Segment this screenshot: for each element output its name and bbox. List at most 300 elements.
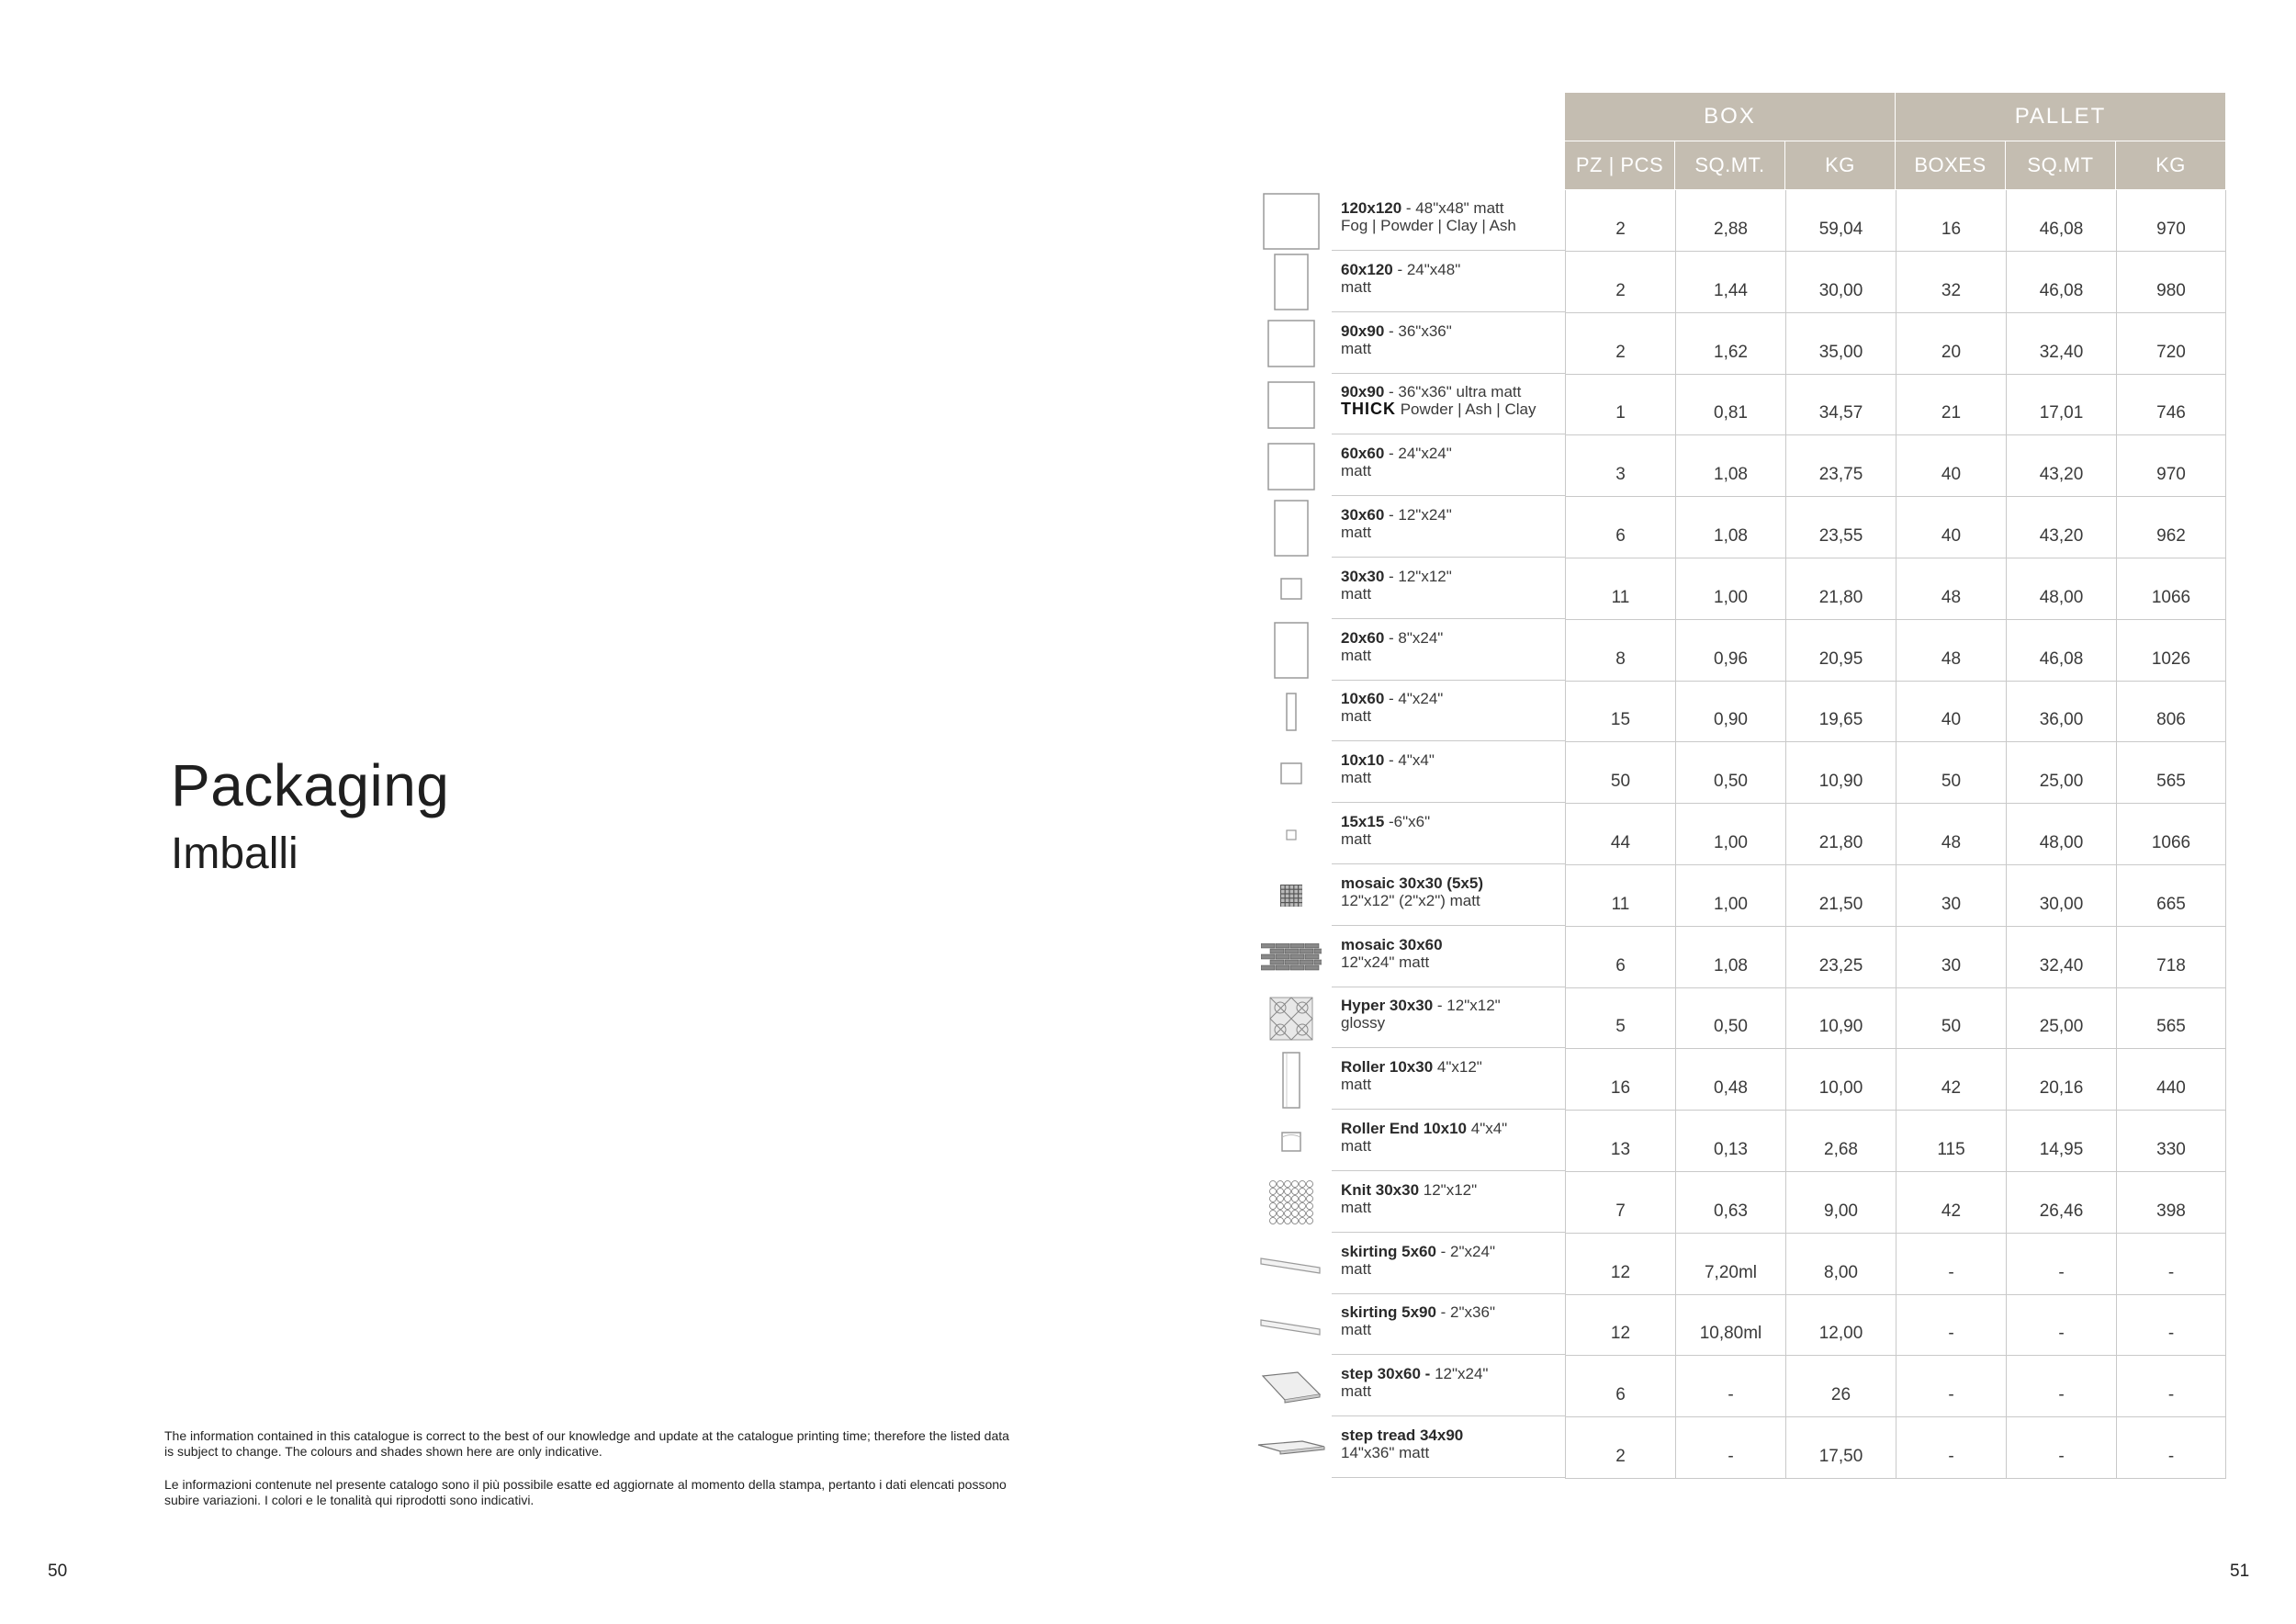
table-cell: 40 [1896,681,2006,742]
table-cell: 1,44 [1675,252,1785,313]
table-cell: - [1675,1417,1785,1479]
square-tile-icon [1255,374,1328,435]
table-cell: - [1896,1294,2006,1356]
product-size: skirting 5x60 [1341,1242,1436,1260]
thick-logo: THICK [1341,400,1396,419]
table-cell: 665 [2116,865,2226,927]
table-cell: 40 [1896,497,2006,558]
product-size-line [1341,322,1565,340]
product-dimensions: - 4"x4" [1384,751,1435,770]
square-large-tile-icon [1255,190,1328,252]
product-size: Hyper 30x30 [1341,997,1434,1015]
product-finish: 12"x12" (2"x2") matt [1341,891,1480,909]
product-size: 30x60 [1341,506,1385,524]
skirting-icon [1255,1294,1328,1356]
table-row [1255,1294,2296,1356]
rectangle-tile-icon [1255,497,1328,558]
table-row [1255,1111,2296,1172]
table-cell: 2 [1565,190,1675,252]
product-description [1332,558,1565,619]
table-cell: 20,16 [2006,1049,2116,1111]
product-size: 120x120 [1341,199,1402,217]
disclaimer-english: The information contained in this catalogue is correct to the best of our knowledge and update at the catalogue printing time; therefore the listed data is subject to change. The colours and shades shown here are only indicative. [164,1428,1009,1459]
table-cell: 10,80ml [1675,1294,1785,1356]
table-cell: 2 [1565,1417,1675,1479]
table-cell: 32,40 [2006,927,2116,988]
product-size-line [1341,506,1565,524]
product-description [1332,1417,1565,1478]
table-cell: - [2116,1234,2226,1295]
product-finish: Powder | Ash | Clay [1396,400,1536,419]
product-dimensions: - 8"x24" [1384,628,1444,647]
table-cell: 440 [2116,1049,2226,1111]
table-cell: 6 [1565,497,1675,558]
table-cell: 9,00 [1785,1172,1896,1234]
table-row [1255,927,2296,988]
table-cell: 21,80 [1785,558,1896,620]
table-row [1255,804,2296,865]
column-header: PZ | PCS [1565,141,1675,190]
product-finish: 14"x36" matt [1341,1444,1430,1461]
product-size: 90x90 [1341,383,1385,401]
table-cell: 1 [1565,374,1675,435]
product-size: Knit 30x30 [1341,1180,1420,1199]
table-cell: 34,57 [1785,374,1896,435]
table-cell: - [2006,1356,2116,1417]
product-size: 10x10 [1341,751,1385,770]
product-finish-line [1341,1076,1565,1093]
page-number-left: 50 [48,1562,68,1581]
table-cell: 30 [1896,927,2006,988]
table-cell: 42 [1896,1172,2006,1234]
page-number-right: 51 [2230,1562,2250,1581]
product-size: 10x60 [1341,690,1385,708]
table-row [1255,742,2296,804]
product-description [1332,1111,1565,1171]
table-cell: 46,08 [2006,620,2116,682]
table-cell: 970 [2116,435,2226,497]
product-size: 90x90 [1341,321,1385,340]
table-cell: 1,08 [1675,927,1785,988]
product-finish-line [1341,400,1565,418]
table-row [1255,190,2296,252]
table-cell: 1026 [2116,620,2226,682]
table-cell: 50 [1896,987,2006,1049]
product-finish-line [1341,707,1565,725]
table-cell: 23,75 [1785,435,1896,497]
table-cell: 26,46 [2006,1172,2116,1234]
product-finish-line [1341,1260,1565,1278]
table-cell: 40 [1896,435,2006,497]
table-cell: - [2116,1417,2226,1479]
table-cell: 0,96 [1675,620,1785,682]
table-cell: 1,08 [1675,497,1785,558]
table-cell: 2 [1565,252,1675,313]
table-row [1255,1172,2296,1234]
product-finish-line [1341,953,1565,971]
product-finish-line [1341,1014,1565,1032]
product-size-line [1341,1120,1565,1137]
table-cell: - [1896,1356,2006,1417]
column-header: KG [1785,141,1896,190]
table-row [1255,1049,2296,1111]
table-cell: 32,40 [2006,313,2116,375]
table-cell: 46,08 [2006,252,2116,313]
product-size-line [1341,874,1565,892]
table-row [1255,1356,2296,1417]
product-size-line [1341,1058,1565,1076]
table-cell: 565 [2116,742,2226,804]
table-cell: 115 [1896,1111,2006,1172]
table-cell: 30 [1896,865,2006,927]
product-size: Roller 10x30 [1341,1058,1434,1077]
product-dimensions: - 12"x12" [1433,997,1501,1015]
table-row [1255,558,2296,620]
table-cell: 565 [2116,987,2226,1049]
table-cell: - [2116,1294,2226,1356]
product-finish: matt [1341,1076,1372,1094]
table-cell: 36,00 [2006,681,2116,742]
table-cell: 10,90 [1785,742,1896,804]
table-cell: 48 [1896,558,2006,620]
table-cell: 46,08 [2006,190,2116,252]
table-row [1255,1234,2296,1295]
table-cell: 720 [2116,313,2226,375]
table-cell: 0,90 [1675,681,1785,742]
product-description [1332,1234,1565,1294]
product-description [1332,1356,1565,1416]
product-dimensions: - 24"x24" [1384,445,1452,463]
table-cell: 13 [1565,1111,1675,1172]
column-header: SQ.MT [2006,141,2116,190]
product-finish: matt [1341,1321,1372,1339]
product-description [1332,1172,1565,1233]
table-cell: 48 [1896,804,2006,865]
table-cell: 10,00 [1785,1049,1896,1111]
product-dimensions: - 48"x48" matt [1401,199,1504,217]
table-cell: - [2006,1417,2116,1479]
table-cell: 48 [1896,620,2006,682]
table-cell: 11 [1565,865,1675,927]
table-cell: 44 [1565,804,1675,865]
table-cell: 0,50 [1675,742,1785,804]
product-size-line [1341,751,1565,769]
table-cell: 30,00 [2006,865,2116,927]
table-row [1255,252,2296,313]
product-finish-line [1341,217,1565,234]
table-row [1255,497,2296,558]
rectangle-tile-icon [1255,252,1328,313]
product-description [1332,374,1565,434]
product-size-line [1341,383,1565,400]
product-finish-line [1341,524,1565,541]
product-finish-line [1341,769,1565,786]
table-cell: 26 [1785,1356,1896,1417]
table-cell: 6 [1565,927,1675,988]
product-size-line [1341,445,1565,462]
product-finish: matt [1341,1137,1372,1155]
column-header: BOXES [1896,141,2006,190]
product-dimensions: - 2"x36" [1435,1303,1495,1322]
table-cell: 970 [2116,190,2226,252]
table-cell: 21,50 [1785,865,1896,927]
table-cell: - [2006,1234,2116,1295]
product-size-line [1341,629,1565,647]
knit-pattern-icon [1255,1172,1328,1234]
table-cell: 0,50 [1675,987,1785,1049]
product-dimensions: -6"x6" [1384,813,1431,830]
table-cell: 43,20 [2006,435,2116,497]
table-row [1255,865,2296,927]
disclaimer [164,1428,1009,1526]
product-size-line [1341,997,1565,1014]
table-cell: 21,80 [1785,804,1896,865]
table-cell: 35,00 [1785,313,1896,375]
product-size: 20x60 [1341,628,1385,647]
square-tile-icon [1255,313,1328,375]
product-size: 15x15 [1341,813,1385,830]
table-cell: 0,81 [1675,374,1785,435]
product-size: 60x60 [1341,445,1385,463]
product-finish-line [1341,830,1565,848]
table-cell: 1,00 [1675,804,1785,865]
table-cell: 10,90 [1785,987,1896,1049]
square-small-tile-icon [1255,558,1328,620]
square-small-tile-icon [1255,742,1328,804]
product-finish-line [1341,892,1565,909]
product-finish: matt [1341,1382,1372,1401]
table-cell: 718 [2116,927,2226,988]
product-description [1332,190,1565,251]
product-finish-line [1341,1199,1565,1216]
table-cell: 48,00 [2006,804,2116,865]
table-cell: 962 [2116,497,2226,558]
product-size: mosaic 30x60 [1341,935,1443,953]
page-subtitle: Imballi [171,829,298,878]
table-cell: 23,55 [1785,497,1896,558]
product-finish-line [1341,1444,1565,1461]
product-finish: matt [1341,646,1372,664]
product-description [1332,742,1565,803]
table-cell: 1066 [2116,804,2226,865]
table-cell: 50 [1896,742,2006,804]
table-cell: 16 [1565,1049,1675,1111]
table-cell: 48,00 [2006,558,2116,620]
roller-tile-icon [1255,1049,1328,1111]
column-header: SQ.MT. [1675,141,1785,190]
product-size: skirting 5x90 [1341,1303,1436,1322]
table-cell: 17,01 [2006,374,2116,435]
table-cell: 746 [2116,374,2226,435]
product-finish: Fog | Powder | Clay | Ash [1341,217,1516,234]
product-finish-line [1341,278,1565,296]
product-dimensions: 4"x12" [1433,1058,1482,1077]
table-cell: 8 [1565,620,1675,682]
product-dimensions: - 24"x48" [1392,260,1461,278]
table-row [1255,435,2296,497]
table-cell: 3 [1565,435,1675,497]
product-description [1332,681,1565,741]
header-pallet: PALLET [1896,93,2226,141]
table-cell: - [2006,1294,2116,1356]
disclaimer-italian: Le informazioni contenute nel presente catalogo sono il più possibile esatte ed aggiornate al momento della stampa, pertanto i dati elencati possono subire variazioni. I colori e le tonalità qui riprodotti sono indicativi. [164,1477,1007,1507]
page-title: Packaging [171,752,450,818]
product-dimensions: 4"x4" [1467,1120,1508,1137]
table-row [1255,681,2296,742]
product-dimensions: - 36"x36" ultra matt [1384,383,1522,401]
product-dimensions: - 12"x12" [1384,567,1452,585]
rectangle-tile-icon [1255,620,1328,682]
table-row [1255,987,2296,1049]
product-finish-line [1341,1137,1565,1155]
table-cell: 25,00 [2006,742,2116,804]
table-cell: 1,00 [1675,558,1785,620]
product-size-line [1341,1303,1565,1321]
product-size-line [1341,690,1565,707]
product-finish: 12"x24" matt [1341,953,1430,971]
table-cell: 5 [1565,987,1675,1049]
table-cell: - [2116,1356,2226,1417]
table-cell: 20,95 [1785,620,1896,682]
product-finish-line [1341,462,1565,479]
product-finish: matt [1341,1198,1372,1216]
step-tread-icon [1255,1417,1328,1479]
table-cell: 2,68 [1785,1111,1896,1172]
table-cell: - [1896,1234,2006,1295]
table-cell: 0,63 [1675,1172,1785,1234]
table-cell: 11 [1565,558,1675,620]
product-size: 60x120 [1341,260,1393,278]
product-size-line [1341,936,1565,953]
rectangle-narrow-tile-icon [1255,681,1328,742]
product-finish: matt [1341,339,1372,357]
table-cell: 20 [1896,313,2006,375]
table-cell: 12,00 [1785,1294,1896,1356]
product-dimensions: - 36"x36" [1384,321,1452,340]
table-cell: 398 [2116,1172,2226,1234]
step-icon [1255,1356,1328,1417]
table-cell: 15 [1565,681,1675,742]
product-finish: matt [1341,462,1372,480]
product-description [1332,987,1565,1048]
product-finish: matt [1341,769,1372,787]
table-cell: 806 [2116,681,2226,742]
table-cell: 980 [2116,252,2226,313]
table-cell: 0,48 [1675,1049,1785,1111]
product-size-line [1341,568,1565,585]
product-dimensions: - 2"x24" [1435,1242,1495,1260]
product-description [1332,620,1565,681]
table-cell: 2 [1565,313,1675,375]
product-size-line [1341,1243,1565,1260]
product-finish: matt [1341,830,1372,848]
hyper-pattern-icon [1255,987,1328,1049]
product-size-line [1341,813,1565,830]
table-cell: - [1896,1417,2006,1479]
product-description [1332,252,1565,312]
product-description [1332,1049,1565,1110]
header-box: BOX [1565,93,1896,141]
product-dimensions: - 12"x24" [1384,506,1452,524]
table-cell: 17,50 [1785,1417,1896,1479]
table-cell: 1,62 [1675,313,1785,375]
product-size: step 30x60 - [1341,1365,1431,1383]
product-finish: matt [1341,524,1372,541]
product-size: Roller End 10x10 [1341,1120,1468,1137]
table-cell: 21 [1896,374,2006,435]
product-description [1332,435,1565,496]
product-size: mosaic 30x30 (5x5) [1341,874,1483,892]
table-cell: 7 [1565,1172,1675,1234]
table-cell: 25,00 [2006,987,2116,1049]
table-cell: 7,20ml [1675,1234,1785,1295]
table-cell: 1066 [2116,558,2226,620]
table-cell: 1,08 [1675,435,1785,497]
product-finish: matt [1341,277,1372,296]
roller-end-icon [1255,1111,1328,1172]
table-cell: 16 [1896,190,2006,252]
table-cell: 42 [1896,1049,2006,1111]
table-row [1255,620,2296,682]
table-cell: 0,13 [1675,1111,1785,1172]
table-row [1255,1417,2296,1479]
table-cell: 12 [1565,1294,1675,1356]
skirting-icon [1255,1234,1328,1295]
product-size: 30x30 [1341,567,1385,585]
table-cell: 330 [2116,1111,2226,1172]
table-cell: 43,20 [2006,497,2116,558]
product-description [1332,313,1565,374]
table-cell: 2,88 [1675,190,1785,252]
product-size-line [1341,1427,1565,1444]
mosaic-grid-icon [1255,865,1328,927]
table-cell: 23,25 [1785,927,1896,988]
product-description [1332,927,1565,987]
product-finish: glossy [1341,1014,1386,1032]
table-cell: 59,04 [1785,190,1896,252]
table-cell: 1,00 [1675,865,1785,927]
product-description [1332,865,1565,926]
product-finish: matt [1341,707,1372,726]
product-finish: matt [1341,1259,1372,1278]
table-cell: 6 [1565,1356,1675,1417]
product-finish: matt [1341,584,1372,603]
product-dimensions: - 4"x24" [1384,690,1444,708]
product-size-line [1341,1365,1565,1382]
product-size: step tread 34x90 [1341,1427,1464,1444]
product-dimensions: 12"x12" [1419,1180,1478,1199]
product-description [1332,804,1565,864]
table-cell: 8,00 [1785,1234,1896,1295]
product-finish-line [1341,1321,1565,1338]
table-row [1255,313,2296,375]
mosaic-brick-icon [1255,927,1328,988]
column-header: KG [2116,141,2226,190]
product-finish-line [1341,340,1565,357]
product-size-line [1341,199,1565,217]
table-cell: 19,65 [1785,681,1896,742]
product-finish-line [1341,647,1565,664]
table-cell: 12 [1565,1234,1675,1295]
table-cell: - [1675,1356,1785,1417]
table-row [1255,374,2296,435]
table-cell: 14,95 [2006,1111,2116,1172]
product-finish-line [1341,1382,1565,1400]
table-cell: 50 [1565,742,1675,804]
product-size-line [1341,261,1565,278]
table-cell: 32 [1896,252,2006,313]
product-dimensions: 12"x24" [1430,1365,1489,1383]
